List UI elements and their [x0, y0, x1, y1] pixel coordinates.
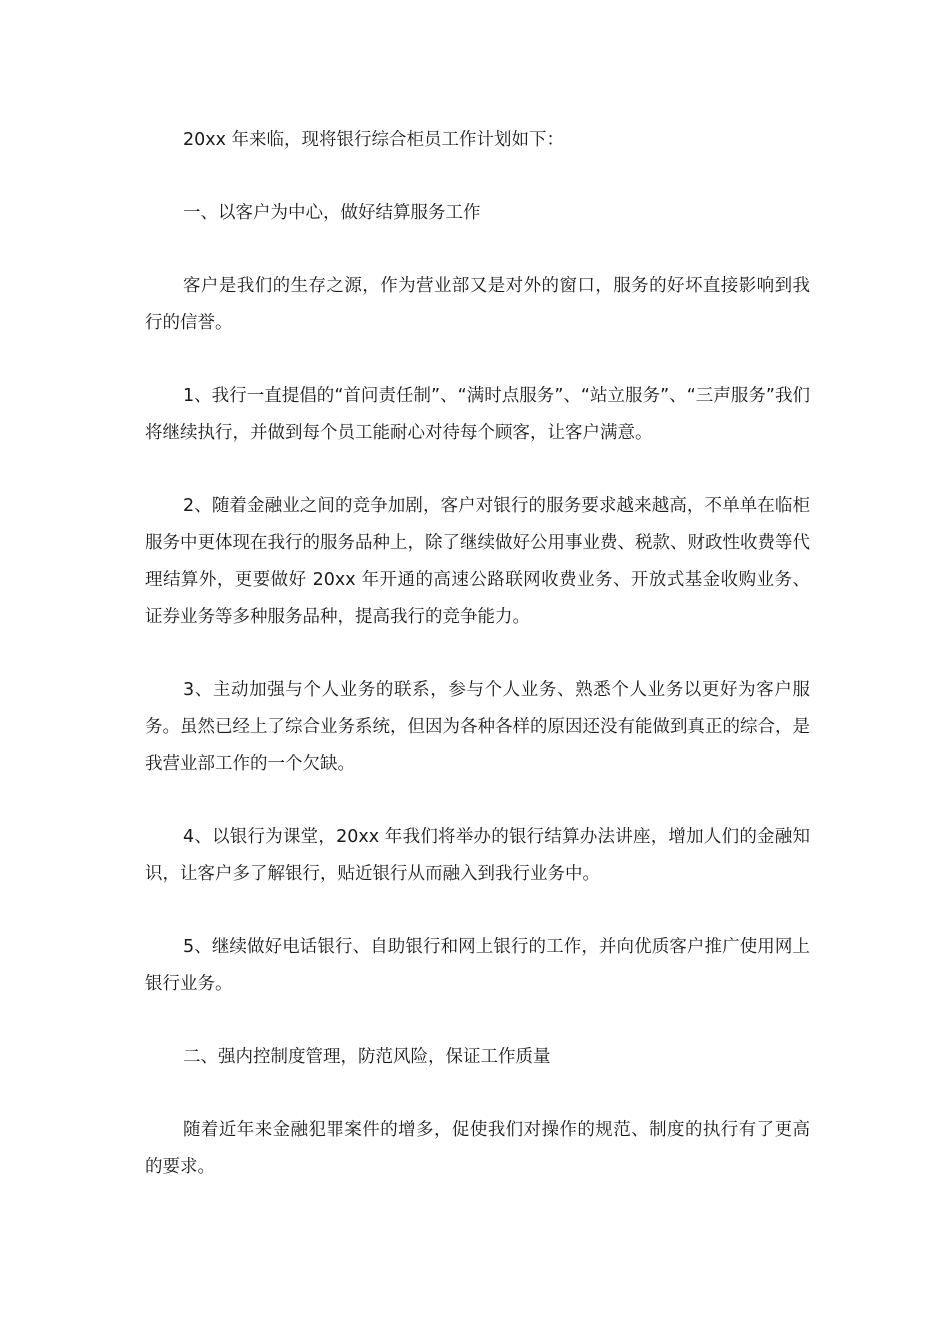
paragraph-gap [145, 1003, 810, 1039]
body-paragraph: 随着近年来金融犯罪案件的增多，促使我们对操作的规范、制度的执行有了更高的要求。 [145, 1120, 810, 1177]
document-body [145, 122, 810, 1186]
paragraph-gap [145, 159, 810, 195]
body-paragraph: 客户是我们的生存之源，作为营业部又是对外的窗口，服务的好坏直接影响到我行的信誉。 [145, 276, 810, 333]
list-item-3: 3、主动加强与个人业务的联系，参与个人业务、熟悉个人业务以更好为客户服务。虽然已经上了综合业务系统，但因为各种各样的原因还没有能做到真正的综合，是我营业部工作的一个欠缺。 [145, 680, 810, 774]
paragraph-gap [145, 452, 810, 488]
paragraph-gap [145, 232, 810, 268]
paragraph-gap [145, 342, 810, 378]
paragraph-gap [145, 783, 810, 819]
list-item-4: 4、以银行为课堂，20xx 年我们将举办的银行结算办法讲座，增加人们的金融知识，让客户多了解银行，贴近银行从而融入到我行业务中。 [145, 827, 810, 884]
intro-paragraph: 20xx 年来临，现将银行综合柜员工作计划如下： [183, 130, 565, 150]
paragraph-gap [145, 1076, 810, 1112]
list-item-5: 5、继续做好电话银行、自助银行和网上银行的工作，并向优质客户推广使用网上银行业务。 [145, 937, 810, 994]
paragraph-gap [145, 636, 810, 672]
paragraph-gap [145, 893, 810, 929]
list-item-1: 1、我行一直提倡的“首问责任制”、“满时点服务”、“站立服务”、“三声服务”我们将继续执行，并做到每个员工能耐心对待每个顾客，让客户满意。 [145, 386, 810, 443]
section-heading-1: 一、以客户为中心，做好结算服务工作 [183, 203, 481, 223]
list-item-2: 2、随着金融业之间的竞争加剧，客户对银行的服务要求越来越高，不单单在临柜服务中更体现在我行的服务品种上，除了继续做好公用事业费、税款、财政性收费等代理结算外，更要做好 20xx 年开通的高速公路联网收费业务、开放式基金收购业务、证券业务等多种服务品种，提高我行的竞争能力。 [145, 496, 810, 627]
section-heading-2: 二、强内控制度管理，防范风险，保证工作质量 [183, 1047, 551, 1067]
